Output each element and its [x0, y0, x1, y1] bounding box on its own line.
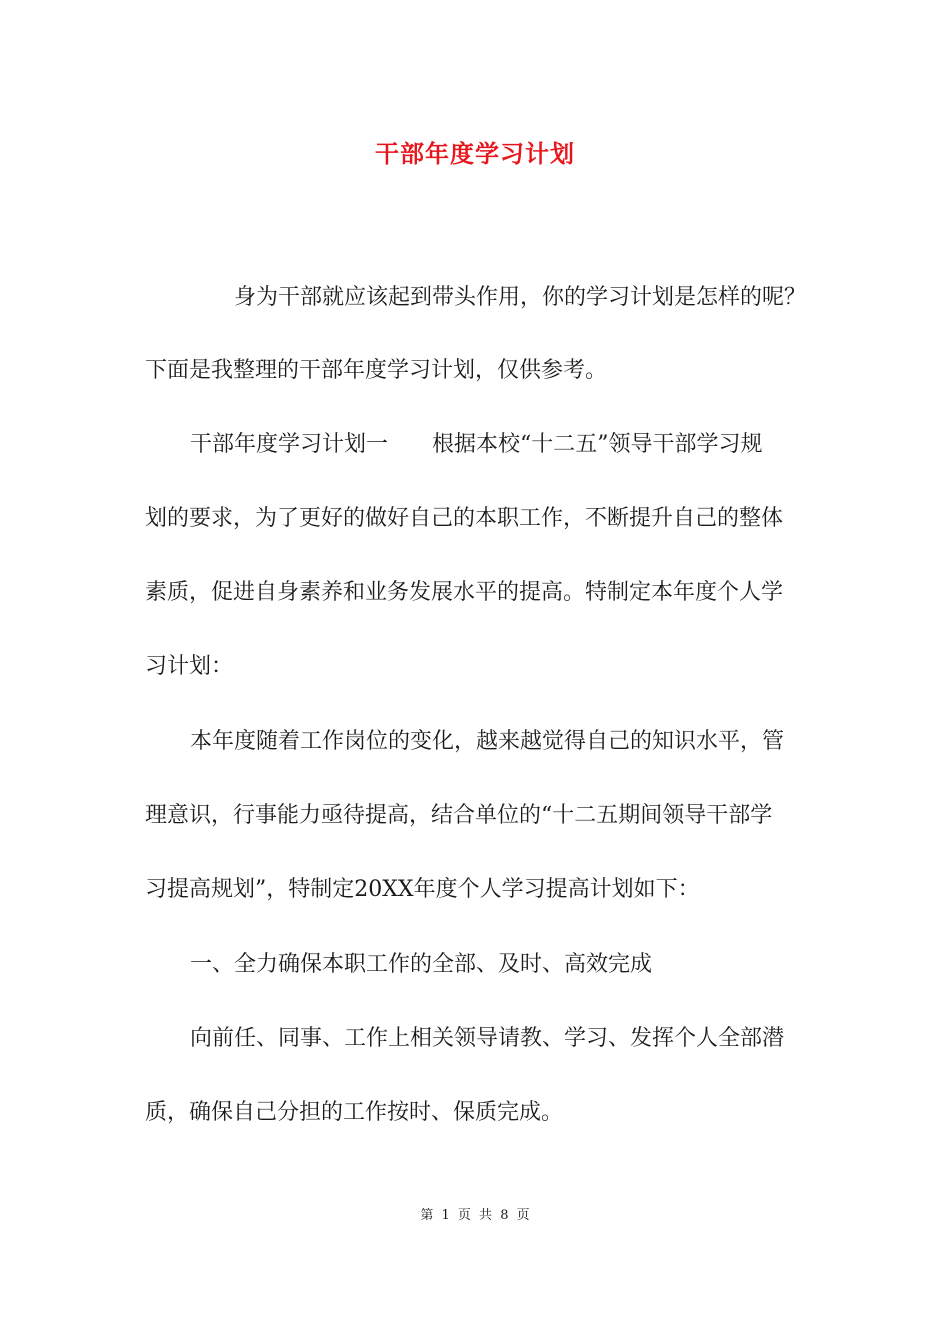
paragraph-line: 习计划：	[145, 654, 234, 679]
document-title: 干部年度学习计划	[375, 139, 575, 168]
paragraph-line: 向前任、同事、工作上相关领导请教、学习、发挥个人全部潜	[190, 1026, 785, 1051]
page-number-footer: 第 1 页 共 8 页	[420, 1208, 530, 1223]
paragraph-line: 本年度随着工作岗位的变化，越来越觉得自己的知识水平，管	[190, 729, 785, 754]
paragraph-line: 质，确保自己分担的工作按时、保质完成。	[145, 1100, 564, 1125]
paragraph-line: 素质，促进自身素养和业务发展水平的提高。特制定本年度个人学	[145, 580, 784, 605]
paragraph-line: 理意识，行事能力亟待提高，结合单位的“十二五期间领导干部学	[145, 803, 773, 828]
section-heading: 一、全力确保本职工作的全部、及时、高效完成	[190, 952, 653, 977]
paragraph-line: 划的要求，为了更好的做好自己的本职工作，不断提升自己的整体	[145, 506, 784, 531]
paragraph-line: 习提高规划”，特制定20XX年度个人学习提高计划如下：	[145, 877, 700, 902]
paragraph-line: 身为干部就应该起到带头作用，你的学习计划是怎样的呢？	[234, 285, 807, 310]
paragraph-line: 干部年度学习计划一 根据本校“十二五”领导干部学习规	[190, 432, 763, 457]
paragraph-line: 下面是我整理的干部年度学习计划，仅供参考。	[145, 358, 608, 383]
